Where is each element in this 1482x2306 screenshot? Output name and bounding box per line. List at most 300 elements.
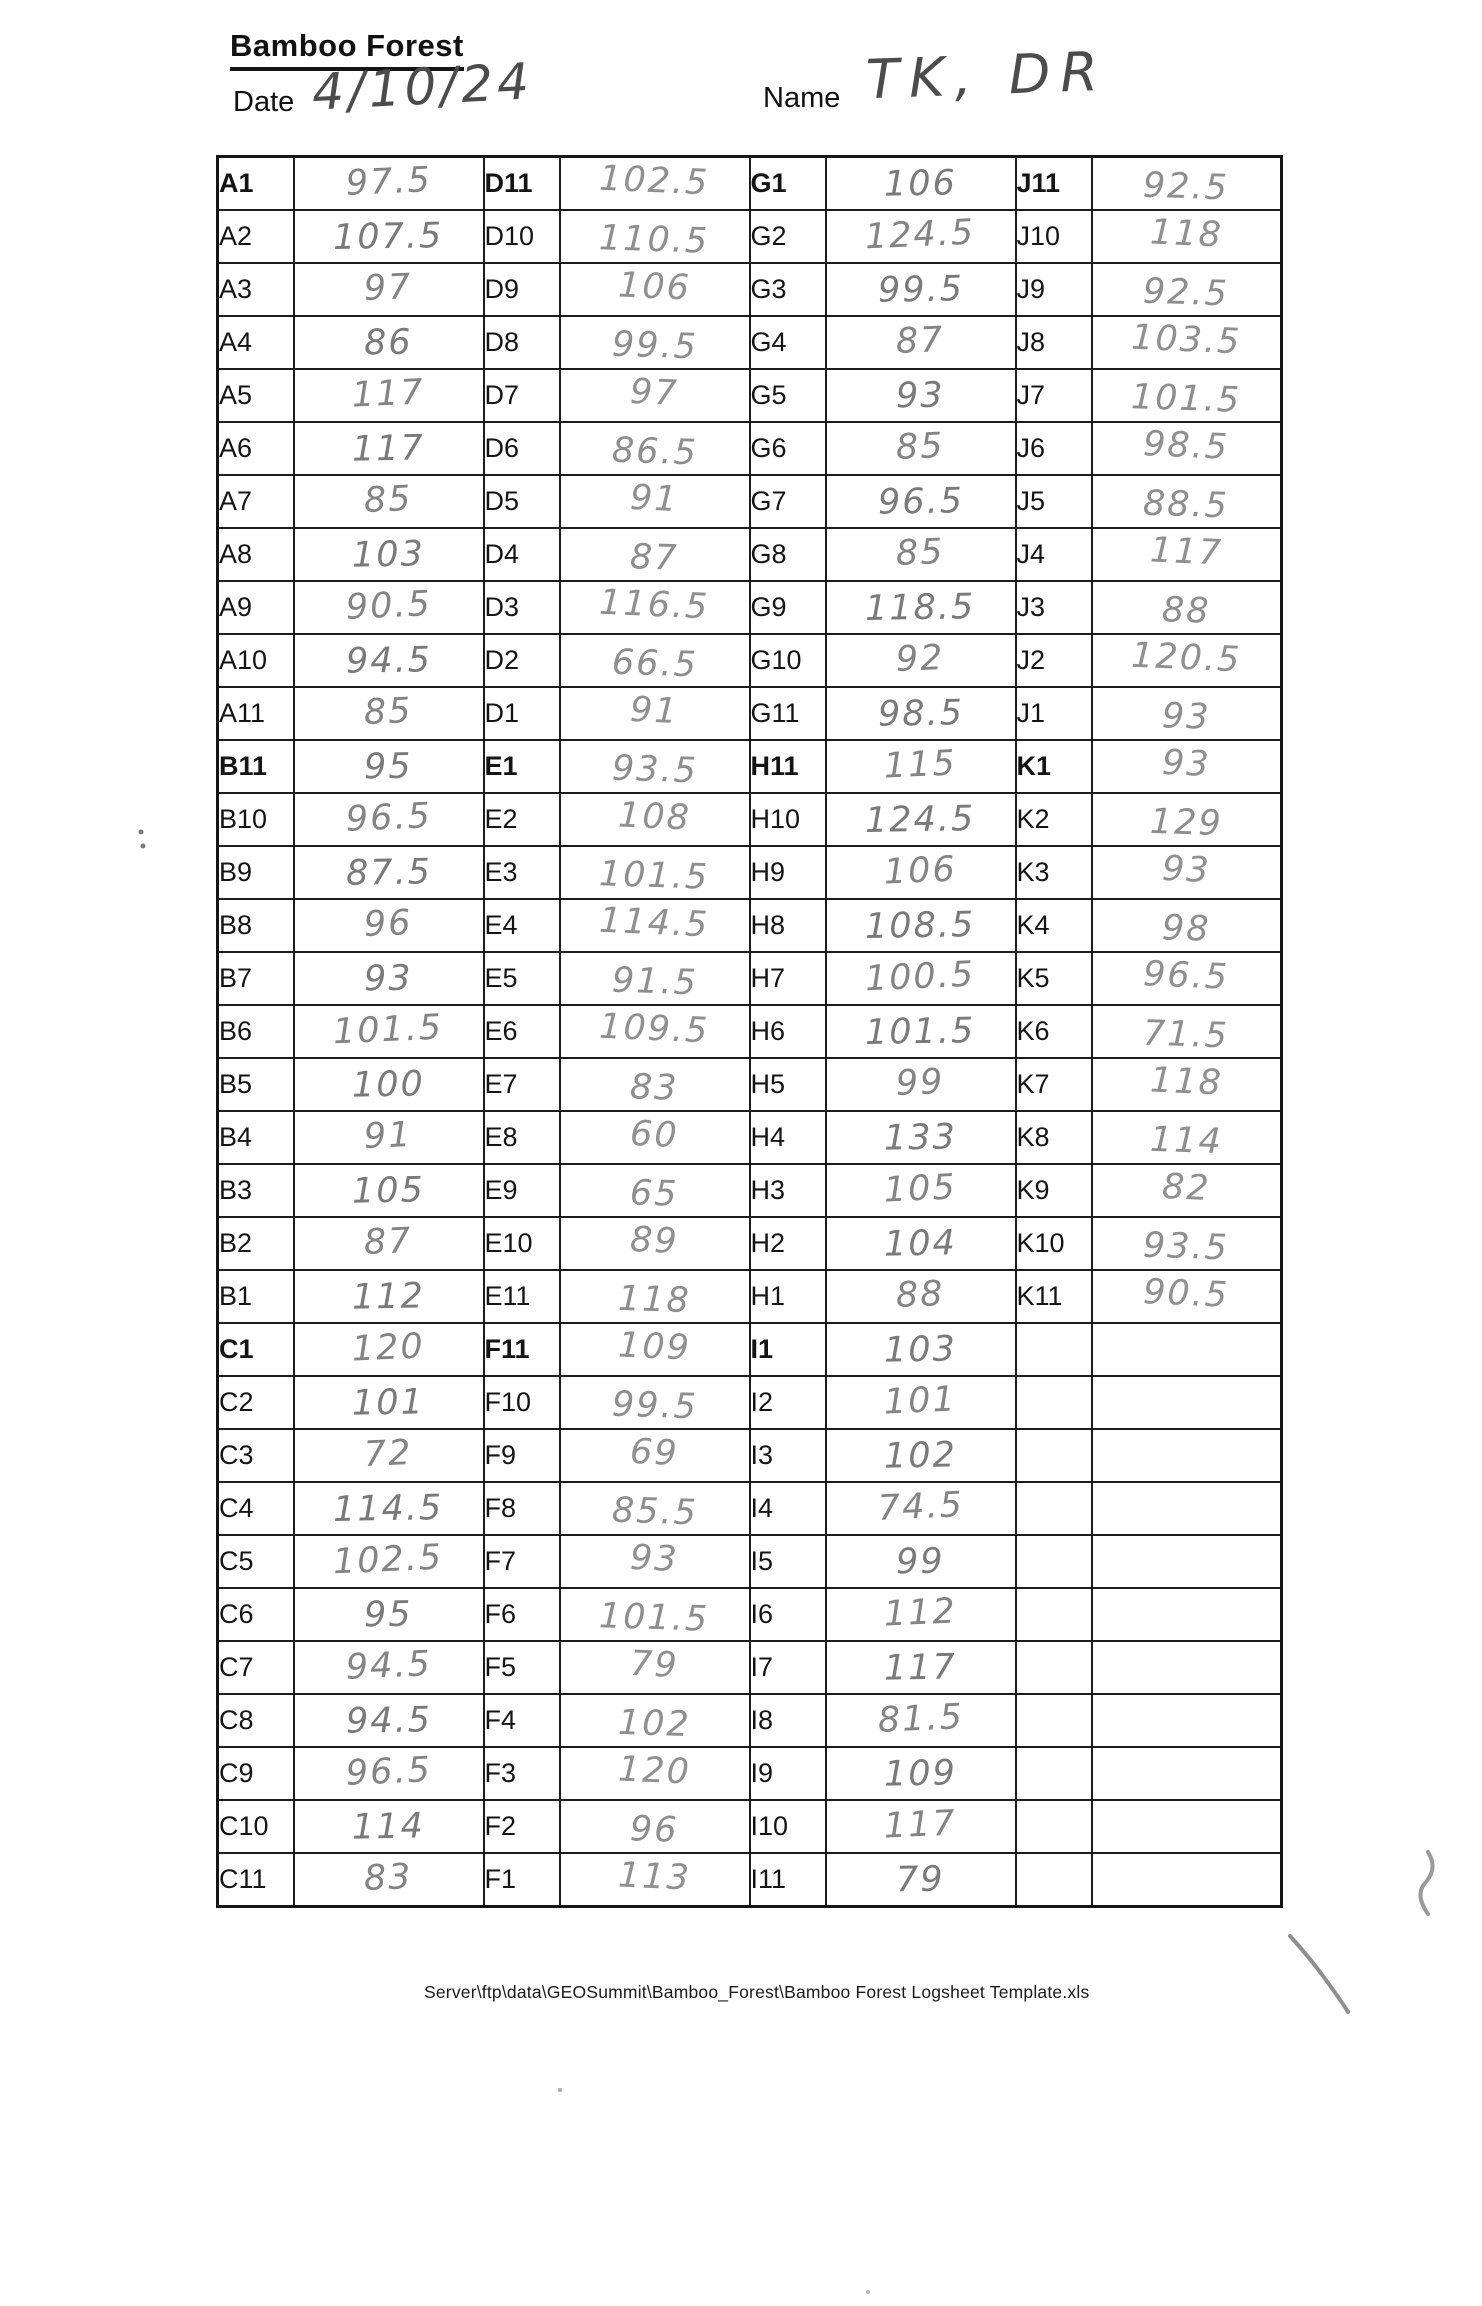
station-value-cell [560, 1270, 750, 1323]
station-value-cell [826, 1800, 1016, 1853]
station-value-cell [1092, 157, 1282, 211]
handwritten-value: 99.5 [610, 1384, 698, 1427]
handwritten-value: 118 [617, 1278, 692, 1321]
handwritten-value: 60 [629, 1113, 680, 1156]
station-label: H6 [750, 1005, 826, 1058]
table-row [218, 846, 1282, 899]
station-label: E6 [484, 1005, 560, 1058]
handwritten-value: 87 [363, 1220, 414, 1263]
handwritten-value: 83 [629, 1066, 680, 1109]
handwritten-value: 98.5 [1142, 423, 1231, 468]
station-label: E11 [484, 1270, 560, 1323]
station-label: H5 [750, 1058, 826, 1111]
station-label: E9 [484, 1164, 560, 1217]
handwritten-value: 110.5 [598, 217, 711, 262]
station-value-cell [826, 210, 1016, 263]
station-value-cell [294, 316, 484, 369]
handwritten-value: 93.5 [610, 748, 698, 791]
handwritten-value: 92.5 [1142, 165, 1230, 208]
handwritten-value: 93 [895, 375, 946, 416]
station-value-cell [560, 1111, 750, 1164]
handwritten-value: 101.5 [1130, 376, 1242, 421]
station-value-cell [1092, 1376, 1282, 1429]
station-label [1016, 1853, 1092, 1907]
page-title: Bamboo Forest [230, 28, 464, 71]
station-label: B7 [218, 952, 294, 1005]
station-label: I1 [750, 1323, 826, 1376]
handwritten-value: 83 [363, 1856, 414, 1899]
station-value-cell [294, 528, 484, 581]
handwritten-value: 74.5 [876, 1484, 965, 1529]
station-value-cell [560, 210, 750, 263]
station-value-cell [294, 899, 484, 952]
handwritten-value: 114.5 [333, 1487, 444, 1530]
station-value-cell [826, 1111, 1016, 1164]
station-value-cell [294, 1429, 484, 1482]
name-label: Name [763, 82, 841, 114]
handwritten-value: 116.5 [598, 582, 711, 627]
handwritten-value: 102 [883, 1434, 958, 1477]
station-value-cell [826, 1164, 1016, 1217]
station-value-cell [294, 1111, 484, 1164]
station-label: G5 [750, 369, 826, 422]
station-value-cell [294, 1005, 484, 1058]
handwritten-value: 114 [351, 1805, 426, 1848]
handwritten-value: 95 [363, 746, 414, 787]
station-value-cell [560, 528, 750, 581]
station-value-cell [294, 1217, 484, 1270]
station-value-cell [294, 1270, 484, 1323]
station-value-cell [826, 316, 1016, 369]
station-label: D3 [484, 581, 560, 634]
station-value-cell [1092, 1482, 1282, 1535]
station-value-cell [560, 1588, 750, 1641]
handwritten-value: 124.5 [865, 798, 976, 841]
station-label: H2 [750, 1217, 826, 1270]
station-label [1016, 1429, 1092, 1482]
station-label: B5 [218, 1058, 294, 1111]
station-value-cell [826, 846, 1016, 899]
station-label: D10 [484, 210, 560, 263]
station-label [1016, 1641, 1092, 1694]
station-label [1016, 1376, 1092, 1429]
station-label: C6 [218, 1588, 294, 1641]
station-label: F3 [484, 1747, 560, 1800]
handwritten-value: 96.5 [344, 1749, 433, 1794]
handwritten-value: 97 [629, 371, 680, 414]
station-label: H3 [750, 1164, 826, 1217]
handwritten-value: 85 [363, 690, 414, 733]
handwritten-value: 88.5 [1142, 483, 1230, 526]
table-row [218, 210, 1282, 263]
table-row [218, 1588, 1282, 1641]
station-label: A3 [218, 263, 294, 316]
station-label: C11 [218, 1853, 294, 1907]
handwritten-value: 93 [1161, 742, 1212, 785]
station-value-cell [1092, 1270, 1282, 1323]
table-row [218, 316, 1282, 369]
station-value-cell [294, 1482, 484, 1535]
station-label: G1 [750, 157, 826, 211]
table-row [218, 1376, 1282, 1429]
handwritten-value: 124.5 [864, 212, 977, 257]
station-label: A2 [218, 210, 294, 263]
station-value-cell [1092, 1747, 1282, 1800]
handwritten-name: TK, DR [864, 39, 1109, 112]
station-label: F5 [484, 1641, 560, 1694]
file-path-footer: Server\ftp\data\GEOSummit\Bamboo_Forest\Bamboo Forest Logsheet Template.xls [424, 1982, 1090, 2002]
station-value-cell [560, 687, 750, 740]
station-value-cell [826, 687, 1016, 740]
handwritten-value: 117 [351, 427, 426, 470]
handwritten-value: 118.5 [865, 586, 976, 629]
handwritten-value: 115 [883, 742, 958, 787]
station-value-cell [826, 1482, 1016, 1535]
handwritten-value: 108 [617, 794, 692, 839]
station-value-cell [560, 316, 750, 369]
handwritten-value: 93.5 [1142, 1225, 1230, 1268]
handwritten-value: 129 [1149, 801, 1224, 844]
station-value-cell [560, 793, 750, 846]
station-value-cell [294, 157, 484, 211]
station-label: B8 [218, 899, 294, 952]
station-label: A8 [218, 528, 294, 581]
station-label: D5 [484, 475, 560, 528]
station-label: D11 [484, 157, 560, 211]
station-label: J1 [1016, 687, 1092, 740]
handwritten-value: 120 [617, 1748, 692, 1793]
station-label: F10 [484, 1376, 560, 1429]
station-value-cell [560, 1376, 750, 1429]
handwritten-value: 103 [883, 1328, 958, 1371]
station-label: G10 [750, 634, 826, 687]
station-value-cell [826, 157, 1016, 211]
station-label: E8 [484, 1111, 560, 1164]
station-value-cell [294, 793, 484, 846]
station-label: I8 [750, 1694, 826, 1747]
table-row [218, 1164, 1282, 1217]
table-row [218, 157, 1282, 211]
table-row [218, 952, 1282, 1005]
table-row [218, 528, 1282, 581]
station-value-cell [294, 1747, 484, 1800]
station-label: A1 [218, 157, 294, 211]
station-value-cell [294, 1588, 484, 1641]
station-label: F11 [484, 1323, 560, 1376]
station-value-cell [1092, 1005, 1282, 1058]
handwritten-value: 85 [363, 478, 414, 521]
station-label: K1 [1016, 740, 1092, 793]
station-label [1016, 1482, 1092, 1535]
station-value-cell [294, 1323, 484, 1376]
table-row [218, 1535, 1282, 1588]
station-label: G8 [750, 528, 826, 581]
table-row [218, 687, 1282, 740]
handwritten-value: 71.5 [1142, 1013, 1230, 1056]
station-label: C8 [218, 1694, 294, 1747]
station-label: B9 [218, 846, 294, 899]
station-value-cell [1092, 899, 1282, 952]
handwritten-value: 104 [883, 1222, 958, 1265]
handwritten-value: 107.5 [333, 215, 444, 258]
handwritten-date: 4/10/24 [310, 52, 535, 122]
handwritten-value: 97 [363, 266, 414, 309]
station-value-cell [560, 1058, 750, 1111]
station-label: A4 [218, 316, 294, 369]
handwritten-value: 99.5 [877, 268, 964, 311]
station-label: J8 [1016, 316, 1092, 369]
station-value-cell [826, 263, 1016, 316]
station-value-cell [1092, 1217, 1282, 1270]
station-label: B3 [218, 1164, 294, 1217]
handwritten-value: 106 [883, 848, 958, 893]
station-value-cell [826, 1535, 1016, 1588]
station-value-cell [826, 899, 1016, 952]
station-label: F8 [484, 1482, 560, 1535]
handwritten-value: 99.5 [610, 324, 698, 367]
station-label [1016, 1747, 1092, 1800]
station-label: K6 [1016, 1005, 1092, 1058]
pencil-dot [139, 830, 144, 835]
handwritten-value: 65 [629, 1172, 680, 1215]
logsheet-table [216, 155, 1283, 1908]
station-value-cell [1092, 846, 1282, 899]
handwritten-value: 90.5 [1142, 1271, 1231, 1316]
station-value-cell [1092, 793, 1282, 846]
station-value-cell [1092, 687, 1282, 740]
station-value-cell [560, 1323, 750, 1376]
handwritten-value: 109 [883, 1752, 958, 1795]
station-value-cell [826, 1376, 1016, 1429]
station-value-cell [1092, 422, 1282, 475]
table-row [218, 1111, 1282, 1164]
handwritten-value: 113 [617, 1854, 692, 1899]
handwritten-value: 101.5 [598, 1595, 711, 1640]
station-value-cell [294, 1164, 484, 1217]
handwritten-value: 100 [351, 1063, 426, 1106]
station-label: D9 [484, 263, 560, 316]
handwritten-value: 108.5 [865, 904, 976, 947]
station-label [1016, 1323, 1092, 1376]
handwritten-value: 72 [363, 1432, 414, 1475]
handwritten-value: 106 [883, 162, 958, 205]
station-label: A6 [218, 422, 294, 475]
station-value-cell [1092, 528, 1282, 581]
station-label: A7 [218, 475, 294, 528]
handwritten-value: 96.5 [344, 795, 433, 840]
station-value-cell [1092, 1535, 1282, 1588]
station-value-cell [294, 1694, 484, 1747]
handwritten-value: 98 [1161, 907, 1212, 950]
station-label: H11 [750, 740, 826, 793]
handwritten-value: 102 [617, 1702, 692, 1745]
handwritten-value: 96 [363, 902, 414, 945]
table-row [218, 1270, 1282, 1323]
station-value-cell [560, 1853, 750, 1907]
station-value-cell [826, 1694, 1016, 1747]
station-label [1016, 1588, 1092, 1641]
handwritten-value: 101.5 [332, 1007, 445, 1052]
station-value-cell [560, 1535, 750, 1588]
table-row [218, 475, 1282, 528]
station-value-cell [294, 263, 484, 316]
station-value-cell [560, 634, 750, 687]
station-label: K4 [1016, 899, 1092, 952]
station-value-cell [560, 1800, 750, 1853]
station-label: C1 [218, 1323, 294, 1376]
station-label: H4 [750, 1111, 826, 1164]
table-row [218, 634, 1282, 687]
station-label: K9 [1016, 1164, 1092, 1217]
station-label: F6 [484, 1588, 560, 1641]
handwritten-value: 93 [629, 1537, 680, 1580]
station-label: D8 [484, 316, 560, 369]
station-value-cell [294, 369, 484, 422]
station-value-cell [294, 1376, 484, 1429]
handwritten-value: 90.5 [344, 583, 433, 628]
table-row [218, 263, 1282, 316]
station-value-cell [826, 740, 1016, 793]
station-value-cell [1092, 210, 1282, 263]
station-value-cell [1092, 1853, 1282, 1907]
station-value-cell [1092, 369, 1282, 422]
station-label: F9 [484, 1429, 560, 1482]
station-value-cell [1092, 740, 1282, 793]
station-label: A10 [218, 634, 294, 687]
handwritten-value: 117 [883, 1646, 958, 1689]
table-row [218, 1482, 1282, 1535]
station-value-cell [560, 1429, 750, 1482]
table-row [218, 369, 1282, 422]
station-label: J6 [1016, 422, 1092, 475]
handwritten-value: 114.5 [598, 900, 711, 945]
handwritten-value: 120.5 [1130, 635, 1243, 680]
table-row [218, 1853, 1282, 1907]
station-label: J2 [1016, 634, 1092, 687]
station-label: I4 [750, 1482, 826, 1535]
table-row [218, 1323, 1282, 1376]
handwritten-value: 103 [351, 533, 426, 576]
station-label [1016, 1800, 1092, 1853]
handwritten-value: 82 [1161, 1166, 1212, 1209]
handwritten-value: 101 [883, 1378, 958, 1423]
handwritten-value: 91 [363, 1114, 414, 1157]
handwritten-value: 95 [363, 1594, 414, 1635]
station-label: K5 [1016, 952, 1092, 1005]
handwritten-value: 102.5 [332, 1537, 445, 1582]
station-value-cell [1092, 1323, 1282, 1376]
table-row [218, 740, 1282, 793]
station-label: I3 [750, 1429, 826, 1482]
station-label: G4 [750, 316, 826, 369]
station-label: G2 [750, 210, 826, 263]
station-label: C9 [218, 1747, 294, 1800]
station-label: K7 [1016, 1058, 1092, 1111]
pencil-stroke [1290, 1936, 1348, 2012]
handwritten-value: 101.5 [598, 853, 711, 898]
handwritten-value: 89 [629, 1219, 680, 1262]
handwritten-value: 98.5 [877, 692, 964, 735]
station-value-cell [826, 581, 1016, 634]
handwritten-value: 117 [883, 1802, 958, 1847]
handwritten-value: 101.5 [865, 1010, 976, 1053]
station-value-cell [560, 1747, 750, 1800]
station-label: E10 [484, 1217, 560, 1270]
handwritten-value: 94.5 [344, 1643, 433, 1688]
station-label: D6 [484, 422, 560, 475]
table-row [218, 1217, 1282, 1270]
station-value-cell [1092, 316, 1282, 369]
station-label: C2 [218, 1376, 294, 1429]
station-label: J4 [1016, 528, 1092, 581]
pencil-dot [866, 2290, 870, 2294]
handwritten-value: 85 [895, 425, 946, 468]
station-value-cell [560, 475, 750, 528]
station-value-cell [294, 1641, 484, 1694]
handwritten-value: 92 [895, 637, 946, 680]
handwritten-value: 96 [629, 1808, 680, 1851]
handwritten-value: 102.5 [598, 158, 711, 203]
station-value-cell [1092, 1429, 1282, 1482]
station-value-cell [826, 1270, 1016, 1323]
station-value-cell [826, 528, 1016, 581]
station-value-cell [1092, 1111, 1282, 1164]
handwritten-value: 99 [895, 1061, 946, 1104]
handwritten-value: 105 [883, 1166, 958, 1211]
handwritten-value: 86 [363, 322, 414, 363]
pencil-dot [141, 844, 146, 849]
station-value-cell [826, 1641, 1016, 1694]
table-row [218, 1058, 1282, 1111]
station-label: C5 [218, 1535, 294, 1588]
station-label: K11 [1016, 1270, 1092, 1323]
station-label: K2 [1016, 793, 1092, 846]
station-label: I2 [750, 1376, 826, 1429]
handwritten-value: 117 [1149, 529, 1224, 574]
station-label: J5 [1016, 475, 1092, 528]
pencil-dot [558, 2088, 562, 2092]
station-label [1016, 1694, 1092, 1747]
handwritten-value: 118 [1149, 1059, 1224, 1104]
handwritten-value: 79 [895, 1859, 946, 1900]
station-label: K8 [1016, 1111, 1092, 1164]
table-row [218, 1641, 1282, 1694]
handwritten-value: 86.5 [610, 430, 698, 473]
station-value-cell [294, 1800, 484, 1853]
station-label: H8 [750, 899, 826, 952]
handwritten-value: 109.5 [598, 1006, 711, 1051]
station-value-cell [294, 210, 484, 263]
station-label [1016, 1535, 1092, 1588]
handwritten-value: 96.5 [1142, 953, 1231, 998]
station-label: G3 [750, 263, 826, 316]
handwritten-value: 94.5 [345, 1699, 432, 1742]
station-label: H1 [750, 1270, 826, 1323]
handwritten-value: 85 [895, 531, 946, 574]
table-row [218, 422, 1282, 475]
station-label: F2 [484, 1800, 560, 1853]
station-value-cell [560, 899, 750, 952]
handwritten-value: 97.5 [344, 159, 433, 204]
station-value-cell [1092, 952, 1282, 1005]
station-label: D2 [484, 634, 560, 687]
station-label: I6 [750, 1588, 826, 1641]
station-value-cell [826, 1429, 1016, 1482]
station-label: D7 [484, 369, 560, 422]
table-row [218, 1694, 1282, 1747]
station-label: J11 [1016, 157, 1092, 211]
station-value-cell [560, 846, 750, 899]
